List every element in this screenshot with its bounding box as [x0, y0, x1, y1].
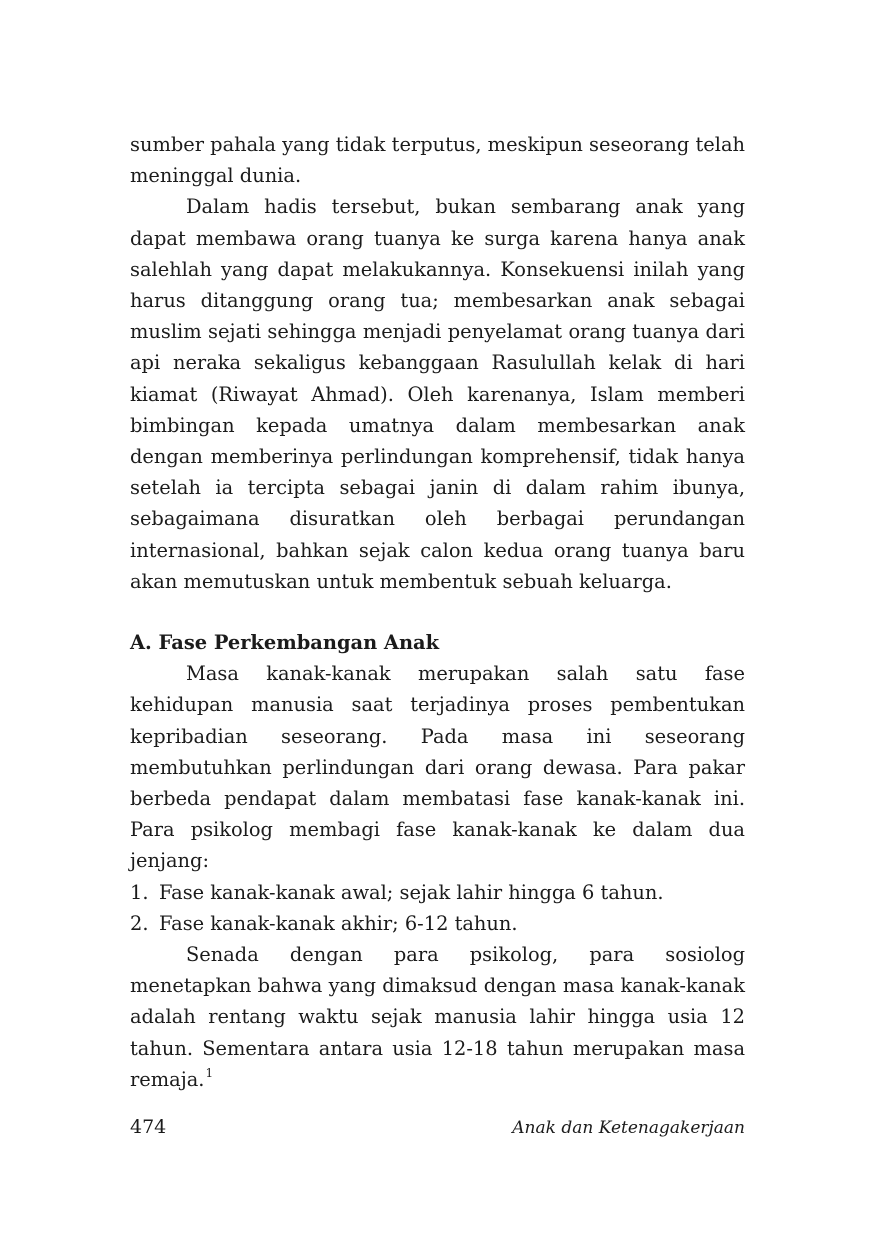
- page-content: [130, 129, 745, 1095]
- sociologist-paragraph-text: Senada dengan para psikolog, para sosiolog menetapkan bahwa yang dimaksud dengan masa kanak-kanak adalah rentang waktu sejak manusia lahir hingga usia 12 tahun. Sementara antara usia 12-18 tahun merupakan masa remaja.: [130, 943, 745, 1091]
- page-number: 474: [130, 1116, 167, 1138]
- list-item-number: 2.: [130, 911, 149, 935]
- list-item-number: 1.: [130, 880, 149, 904]
- running-title: Anak dan Ketenagakerjaan: [512, 1118, 745, 1138]
- list-item-text: Fase kanak-kanak awal; sejak lahir hingga 6 tahun.: [159, 880, 664, 904]
- list-item: [130, 908, 745, 939]
- list-item-text: Fase kanak-kanak akhir; 6-12 tahun.: [159, 911, 518, 935]
- section-paragraph-intro: Masa kanak-kanak merupakan salah satu fase kehidupan manusia saat terjadinya proses pembentukan kepribadian seseorang. Pada masa ini seseorang membutuhkan perlindungan dari orang dewasa. Para pakar berbeda pendapat dalam membatasi fase kanak-kanak ini. Para psikolog membagi fase kanak-kanak ke dalam dua jenjang:: [130, 662, 745, 873]
- footnote-reference[interactable]: 1: [205, 1065, 214, 1080]
- section-paragraph-sociologist: [130, 939, 745, 1095]
- page-footer: [130, 1116, 745, 1138]
- list-item: [130, 877, 745, 908]
- body-paragraph-hadith: Dalam hadis tersebut, bukan sembarang anak yang dapat membawa orang tuanya ke surga karena hanya anak salehlah yang dapat melakukannya. Konsekuensi inilah yang harus ditanggung orang tua; membesarkan anak sebagai muslim sejati sehingga menjadi penyelamat orang tuanya dari api neraka sekaligus kebanggaan Rasulullah kelak di hari kiamat (Riwayat Ahmad). Oleh karenanya, Islam memberi bimbingan kepada umatnya dalam membesarkan anak dengan memberinya perlindungan komprehensif, tidak hanya setelah ia tercipta sebagai janin di dalam rahim ibunya, sebagaimana disuratkan oleh berbagai perundangan internasional, bahkan sejak calon kedua orang tuanya baru akan memutuskan untuk membentuk sebuah keluarga.: [130, 195, 745, 593]
- body-paragraph-continued: sumber pahala yang tidak terputus, meskipun seseorang telah meninggal dunia.: [130, 133, 745, 188]
- phase-list: [130, 877, 745, 939]
- section-heading: A. Fase Perkembangan Anak: [130, 631, 440, 655]
